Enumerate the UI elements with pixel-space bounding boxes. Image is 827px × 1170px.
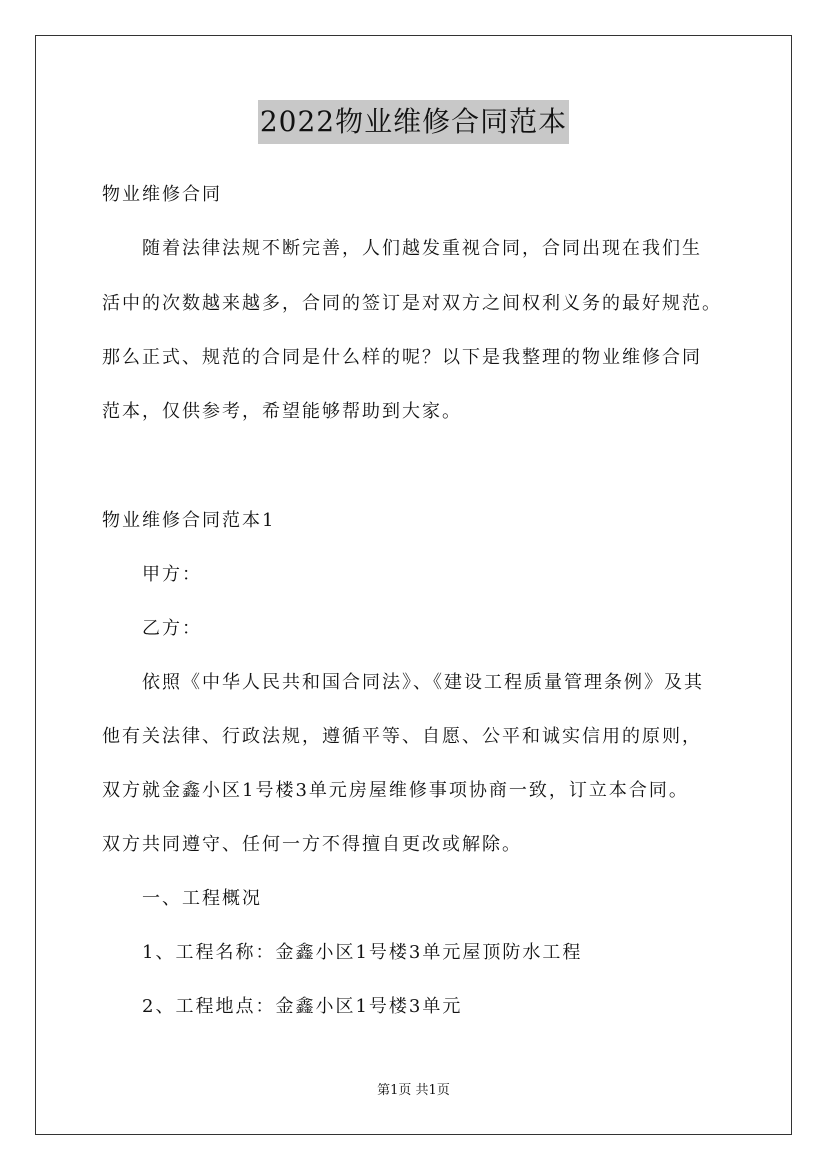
clause-item-2: 2、工程地点：金鑫小区1号楼3单元 xyxy=(142,996,463,1017)
clause-heading: 一、工程概况 xyxy=(142,888,262,909)
intro-line-1: 随着法律法规不断完善，人们越发重视合同，合同出现在我们生 xyxy=(142,238,702,259)
intro-line-3: 那么正式、规范的合同是什么样的呢？以下是我整理的物业维修合同 xyxy=(102,347,702,368)
page-footer: 第1页 共1页 xyxy=(377,1083,450,1098)
intro-line-4: 范本，仅供参考，希望能够帮助到大家。 xyxy=(102,401,462,422)
party-b-label: 乙方： xyxy=(142,618,202,639)
section-title: 物业维修合同范本1 xyxy=(102,510,276,531)
document-subtitle: 物业维修合同 xyxy=(102,184,222,205)
document-title: 2022物业维修合同范本 xyxy=(258,100,569,144)
body-line-3: 双方就金鑫小区1号楼3单元房屋维修事项协商一致，订立本合同。 xyxy=(102,780,689,801)
body-line-4: 双方共同遵守、任何一方不得擅自更改或解除。 xyxy=(102,834,522,855)
body-line-1: 依照《中华人民共和国合同法》、《建设工程质量管理条例》及其 xyxy=(142,672,704,693)
clause-item-1: 1、工程名称：金鑫小区1号楼3单元屋顶防水工程 xyxy=(142,942,583,963)
intro-line-2: 活中的次数越来越多，合同的签订是对双方之间权利义务的最好规范。 xyxy=(102,293,722,314)
party-a-label: 甲方： xyxy=(142,564,202,585)
body-line-2: 他有关法律、行政法规，遵循平等、自愿、公平和诚实信用的原则， xyxy=(102,726,702,747)
title-container xyxy=(0,100,827,144)
